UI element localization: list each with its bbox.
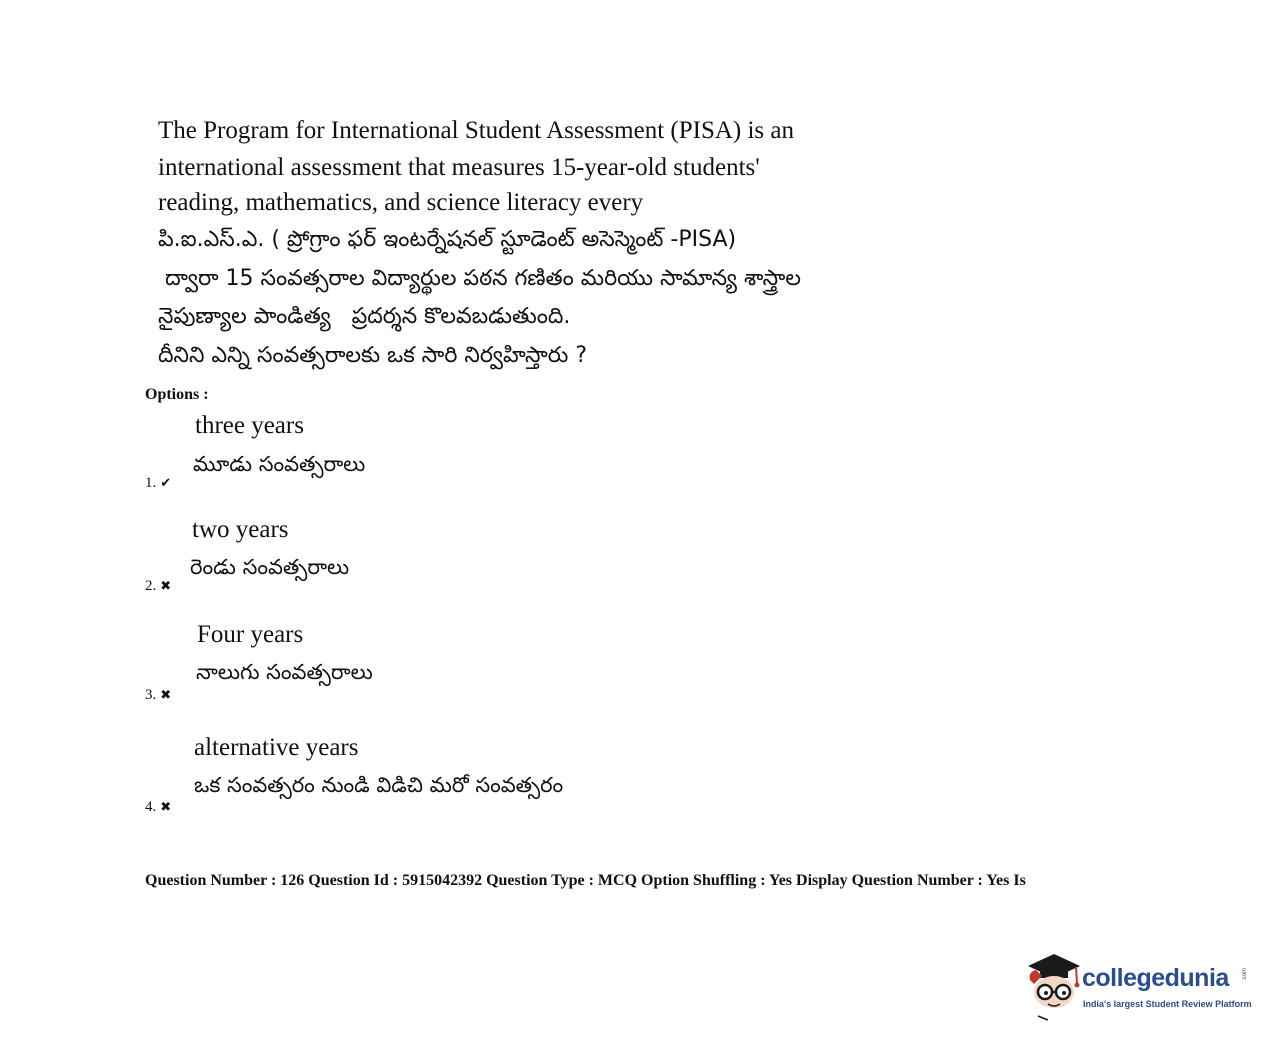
logo-tagline: India's largest Student Review Platform [1083,999,1252,1009]
question-telugu-line-3: నైపుణ్యాల పాండిత్య ప్రదర్శన కొలవబడుతుంది. [158,304,571,329]
question-english-line-3: reading, mathematics, and science literacy every [158,189,644,216]
option-telugu: మూడు సంవత్సరాలు [193,452,366,476]
incorrect-cross-icon: ✖ [160,800,172,815]
question-telugu-line-2: ద్వారా 15 సంవత్సరాల విద్యార్థుల పఠన గణితం మరియు సామాన్య శాస్త్రాల [158,266,801,291]
question-metadata: Question Number : 126 Question Id : 5915042392 Question Type : MCQ Option Shuffling : Yes Display Question Number : Yes Is [145,872,1026,889]
option-telugu: రెండు సంవత్సరాలు [190,555,350,579]
option-english: three years [195,412,304,439]
collegedunia-logo [1020,950,1260,1030]
options-label: Options : [145,386,209,403]
incorrect-cross-icon: ✖ [160,688,172,703]
option-english: two years [192,516,289,543]
question-english-line-1: The Program for International Student Assessment (PISA) is an [158,117,795,144]
graduate-mascot-icon [1020,950,1082,1022]
option-telugu: ఒక సంవత్సరం నుండి విడిచి మరో సంవత్సరం [194,773,564,797]
option-english: alternative years [194,734,359,761]
option-number: 2. [145,578,157,594]
logo-wordmark: collegedunia [1082,964,1229,992]
option-number: 3. [145,687,157,703]
option-number: 4. [145,799,157,815]
question-telugu-line-4: దీనిని ఎన్ని సంవత్సరాలకు ఒక సారి నిర్వహిస్తారు ? [158,343,588,368]
question-telugu-line-1: పి.ఐ.ఎస్.ఎ. ( ప్రోగ్రాం ఫర్ ఇంటర్నేషనల్ స్టూడెంట్ అసెస్మెంట్ -PISA) [158,227,737,252]
option-number: 1. [145,475,157,491]
option-english: Four years [197,621,304,648]
correct-check-icon: ✔ [160,476,172,491]
option-number-row [145,686,171,704]
question-english-line-2: international assessment that measures 15-year-old students' [158,154,760,181]
option-telugu: నాలుగు సంవత్సరాలు [196,660,373,684]
option-number-row [145,798,171,816]
incorrect-cross-icon: ✖ [160,579,172,594]
option-number-row [145,577,171,595]
option-number-row [145,474,171,492]
logo-suffix: .com [1242,968,1248,982]
